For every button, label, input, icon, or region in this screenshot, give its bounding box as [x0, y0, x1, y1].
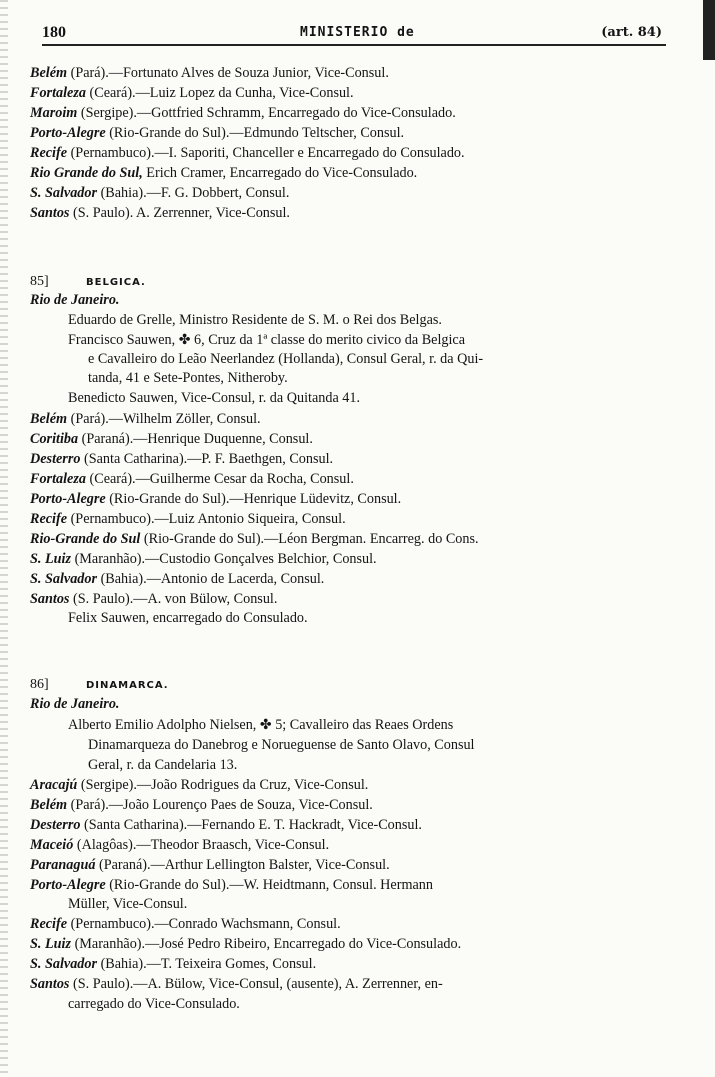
section-heading-86: 86] DINAMARCA. [30, 677, 169, 692]
article-ref: (art. 84) [601, 25, 662, 40]
entry-line: Santos (S. Paulo). A. Zerrenner, Vice-Consul. [30, 205, 290, 221]
entry-line: Belém (Pará).—João Lourenço Paes de Souza, Vice-Consul. [30, 797, 373, 813]
entry-line: Müller, Vice-Consul. [68, 896, 188, 912]
entry-line: S. Luiz (Maranhão).—Custodio Gonçalves Belchior, Consul. [30, 551, 377, 567]
page-edge-mark [703, 0, 715, 60]
entry-line: Dinamarqueza do Danebrog e Norueguense de Santo Olavo, Consul [88, 737, 475, 753]
entry-line: Belém (Pará).—Wilhelm Zöller, Consul. [30, 411, 261, 427]
entry-line: e Cavalleiro do Leão Neerlandez (Hollanda), Consul Geral, r. da Qui- [88, 351, 484, 367]
entry-line: Eduardo de Grelle, Ministro Residente de S. M. o Rei dos Belgas. [68, 312, 442, 328]
entry-line: S. Salvador (Bahia).—F. G. Dobbert, Consul. [30, 185, 290, 201]
section-lead-city: Rio de Janeiro. [30, 292, 120, 308]
entry-line: Maceió (Alagôas).—Theodor Braasch, Vice-Consul. [30, 837, 330, 853]
entry-line: Maroim (Sergipe).—Gottfried Schramm, Encarregado do Vice-Consulado. [30, 105, 456, 121]
section-heading-85: 85] BELGICA. [30, 274, 146, 289]
entry-line: Felix Sauwen, encarregado do Consulado. [68, 610, 308, 626]
entry-line: Rio-Grande do Sul (Rio-Grande do Sul).—Léon Bergman. Encarreg. do Cons. [30, 531, 479, 547]
entry-line: carregado do Vice-Consulado. [68, 996, 240, 1012]
entry-line: Rio Grande do Sul, Erich Cramer, Encarregado do Vice-Consulado. [30, 165, 418, 181]
entry-line: Porto-Alegre (Rio-Grande do Sul).—Edmundo Teltscher, Consul. [30, 125, 405, 141]
entry-line: Alberto Emilio Adolpho Nielsen, ✤ 5; Cavalleiro das Reaes Ordens [68, 717, 454, 733]
binding-edge [0, 0, 8, 1077]
entry-line: S. Salvador (Bahia).—T. Teixeira Gomes, Consul. [30, 956, 317, 972]
entry-line: Belém (Pará).—Fortunato Alves de Souza Junior, Vice-Consul. [30, 65, 389, 81]
order-ornament-icon: ✤ [178, 333, 191, 348]
entry-line: Recife (Pernambuco).—I. Saporiti, Chanceller e Encarregado do Consulado. [30, 145, 465, 161]
entry-line: Desterro (Santa Catharina).—P. F. Baethgen, Consul. [30, 451, 334, 467]
running-header [30, 20, 670, 44]
entry-line: Porto-Alegre (Rio-Grande do Sul).—Henrique Lüdevitz, Consul. [30, 491, 402, 507]
entry-line: Geral, r. da Candelaria 13. [88, 757, 238, 773]
entry-line: Desterro (Santa Catharina).—Fernando E. T. Hackradt, Vice-Consul. [30, 817, 422, 833]
entry-line: Santos (S. Paulo).—A. Bülow, Vice-Consul, (ausente), A. Zerrenner, en- [30, 976, 443, 992]
entry-line: Fortaleza (Ceará).—Luiz Lopez da Cunha, Vice-Consul. [30, 85, 354, 101]
entry-line: Aracajú (Sergipe).—João Rodrigues da Cruz, Vice-Consul. [30, 777, 369, 793]
section-lead-city: Rio de Janeiro. [30, 696, 120, 712]
entry-line: S. Luiz (Maranhão).—José Pedro Ribeiro, Encarregado do Vice-Consulado. [30, 936, 462, 952]
entry-line: Recife (Pernambuco).—Conrado Wachsmann, Consul. [30, 916, 341, 932]
entry-line: tanda, 41 e Sete-Pontes, Nitheroby. [88, 370, 288, 386]
entry-line: S. Salvador (Bahia).—Antonio de Lacerda, Consul. [30, 571, 325, 587]
entry-line: Porto-Alegre (Rio-Grande do Sul).—W. Heidtmann, Consul. Hermann [30, 877, 433, 893]
page-number: 180 [42, 24, 66, 41]
entry-line: Santos (S. Paulo).—A. von Bülow, Consul. [30, 591, 278, 607]
entry-line: Francisco Sauwen, ✤ 6, Cruz da 1ª classe do merito civico da Belgica [68, 332, 466, 348]
entry-line: Fortaleza (Ceará).—Guilherme Cesar da Rocha, Consul. [30, 471, 354, 487]
entry-line: Coritiba (Paraná).—Henrique Duquenne, Consul. [30, 431, 313, 447]
entry-line: Benedicto Sauwen, Vice-Consul, r. da Quitanda 41. [68, 390, 361, 406]
entry-line: Paranaguá (Paraná).—Arthur Lellington Balster, Vice-Consul. [30, 857, 390, 873]
order-ornament-icon: ✤ [259, 718, 272, 733]
entry-line: Recife (Pernambuco).—Luiz Antonio Siqueira, Consul. [30, 511, 346, 527]
header-rule [42, 44, 666, 46]
running-title: MINISTERIO de [300, 25, 415, 40]
